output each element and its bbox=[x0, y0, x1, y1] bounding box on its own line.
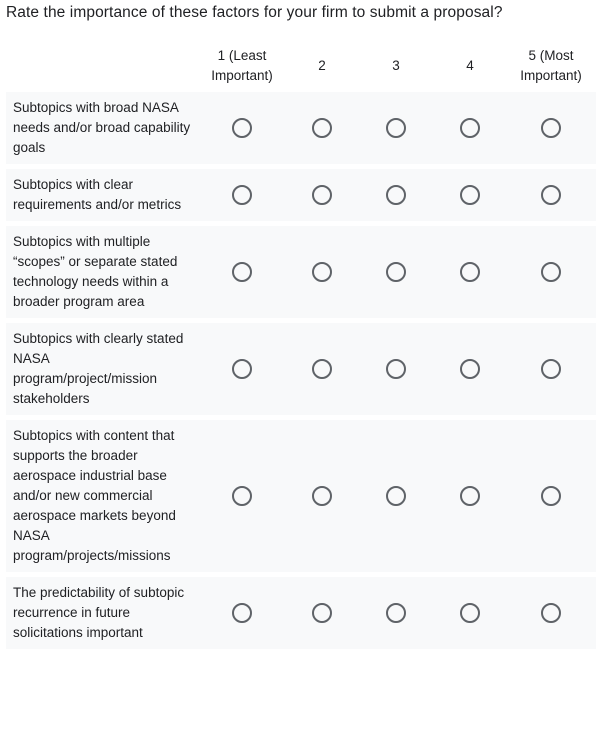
radio-unchecked-icon[interactable] bbox=[232, 185, 252, 205]
column-header-1: 1 (Least Important) bbox=[211, 48, 273, 83]
radio-unchecked-icon[interactable] bbox=[460, 359, 480, 379]
radio-unchecked-icon[interactable] bbox=[460, 118, 480, 138]
radio-unchecked-icon[interactable] bbox=[541, 262, 561, 282]
radio-unchecked-icon[interactable] bbox=[541, 603, 561, 623]
radio-unchecked-icon[interactable] bbox=[232, 359, 252, 379]
radio-unchecked-icon[interactable] bbox=[312, 486, 332, 506]
column-header-5: 5 (Most Important) bbox=[520, 48, 582, 83]
row-label: Subtopics with clear requirements and/or metrics bbox=[13, 177, 182, 212]
radio-unchecked-icon[interactable] bbox=[460, 262, 480, 282]
row-label: The predictability of subtopic recurrence in future solicitations important bbox=[13, 585, 185, 640]
radio-unchecked-icon[interactable] bbox=[312, 603, 332, 623]
radio-unchecked-icon[interactable] bbox=[232, 486, 252, 506]
column-header-4: 4 bbox=[466, 58, 474, 73]
grid-row bbox=[6, 420, 596, 572]
row-label: Subtopics with multiple “scopes” or separate stated technology needs within a broader program area bbox=[13, 234, 178, 309]
column-header-3: 3 bbox=[392, 58, 400, 73]
row-label: Subtopics with content that supports the broader aerospace industrial base and/or new commercial aerospace markets beyond NASA program/projects/missions bbox=[13, 428, 176, 563]
question-title: Rate the importance of these factors for your firm to submit a proposal? bbox=[6, 4, 503, 21]
radio-unchecked-icon[interactable] bbox=[312, 185, 332, 205]
column-header-2: 2 bbox=[318, 58, 326, 73]
radio-unchecked-icon[interactable] bbox=[541, 359, 561, 379]
radio-unchecked-icon[interactable] bbox=[232, 603, 252, 623]
row-label: Subtopics with broad NASA needs and/or broad capability goals bbox=[13, 100, 191, 155]
radio-unchecked-icon[interactable] bbox=[460, 603, 480, 623]
radio-unchecked-icon[interactable] bbox=[386, 118, 406, 138]
grid-row bbox=[6, 226, 596, 318]
radio-unchecked-icon[interactable] bbox=[312, 262, 332, 282]
radio-unchecked-icon[interactable] bbox=[386, 262, 406, 282]
radio-unchecked-icon[interactable] bbox=[312, 118, 332, 138]
row-label: Subtopics with clearly stated NASA program/project/mission stakeholders bbox=[13, 331, 184, 406]
radio-unchecked-icon[interactable] bbox=[232, 262, 252, 282]
radio-unchecked-icon[interactable] bbox=[541, 486, 561, 506]
grid-row bbox=[6, 169, 596, 221]
grid-row bbox=[6, 92, 596, 164]
radio-unchecked-icon[interactable] bbox=[541, 185, 561, 205]
radio-unchecked-icon[interactable] bbox=[386, 359, 406, 379]
radio-unchecked-icon[interactable] bbox=[541, 118, 561, 138]
radio-unchecked-icon[interactable] bbox=[460, 486, 480, 506]
radio-unchecked-icon[interactable] bbox=[312, 359, 332, 379]
likert-grid bbox=[6, 40, 596, 654]
grid-row bbox=[6, 577, 596, 649]
radio-unchecked-icon[interactable] bbox=[386, 185, 406, 205]
grid-row bbox=[6, 323, 596, 415]
radio-unchecked-icon[interactable] bbox=[386, 486, 406, 506]
radio-unchecked-icon[interactable] bbox=[386, 603, 406, 623]
radio-unchecked-icon[interactable] bbox=[460, 185, 480, 205]
radio-unchecked-icon[interactable] bbox=[232, 118, 252, 138]
grid-header bbox=[6, 40, 596, 92]
